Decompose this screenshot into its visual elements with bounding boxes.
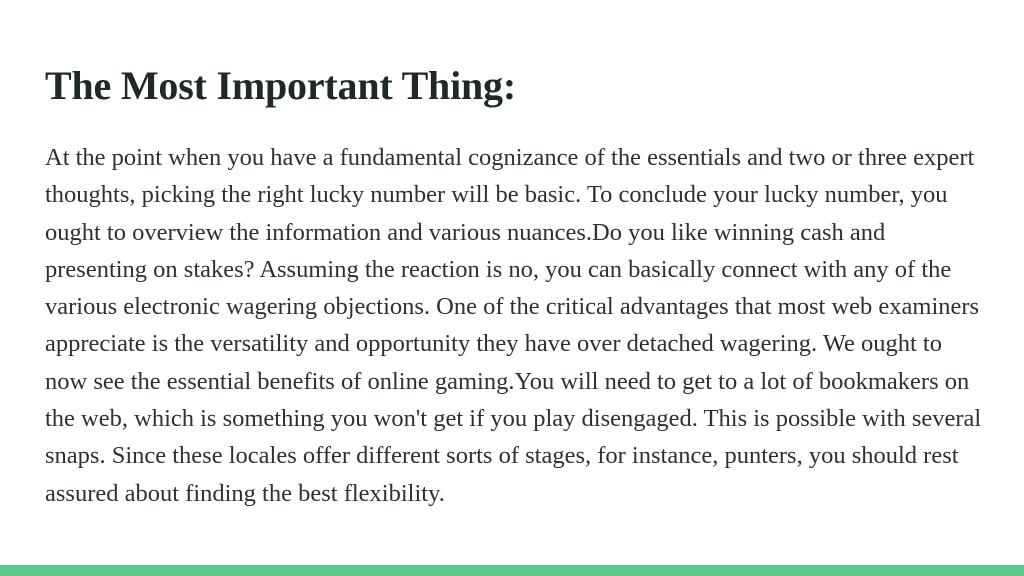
slide-title: The Most Important Thing: xyxy=(45,63,516,108)
bottom-accent-bar xyxy=(0,565,1024,576)
slide-body-text: At the point when you have a fundamental cognizance of the essentials and two or three expert thoughts, picking the right lucky number will be basic. To conclude your lucky number, you ought to overview the information and various nuances.Do you like winning cash and presenting on stakes? Assuming the reaction is no, you can basically connect with any of the various electronic wagering objections. One of the critical advantages that most web examiners appreciate is the versatility and opportunity they have over detached wagering. We ought to now see the essential benefits of online gaming.You will need to get to a lot of bookmakers on the web, which is something you won't get if you play disengaged. This is possible with several snaps. Since these locales offer different sorts of stages, for instance, punters, you should rest assured about finding the best flexibility. xyxy=(45,144,982,507)
